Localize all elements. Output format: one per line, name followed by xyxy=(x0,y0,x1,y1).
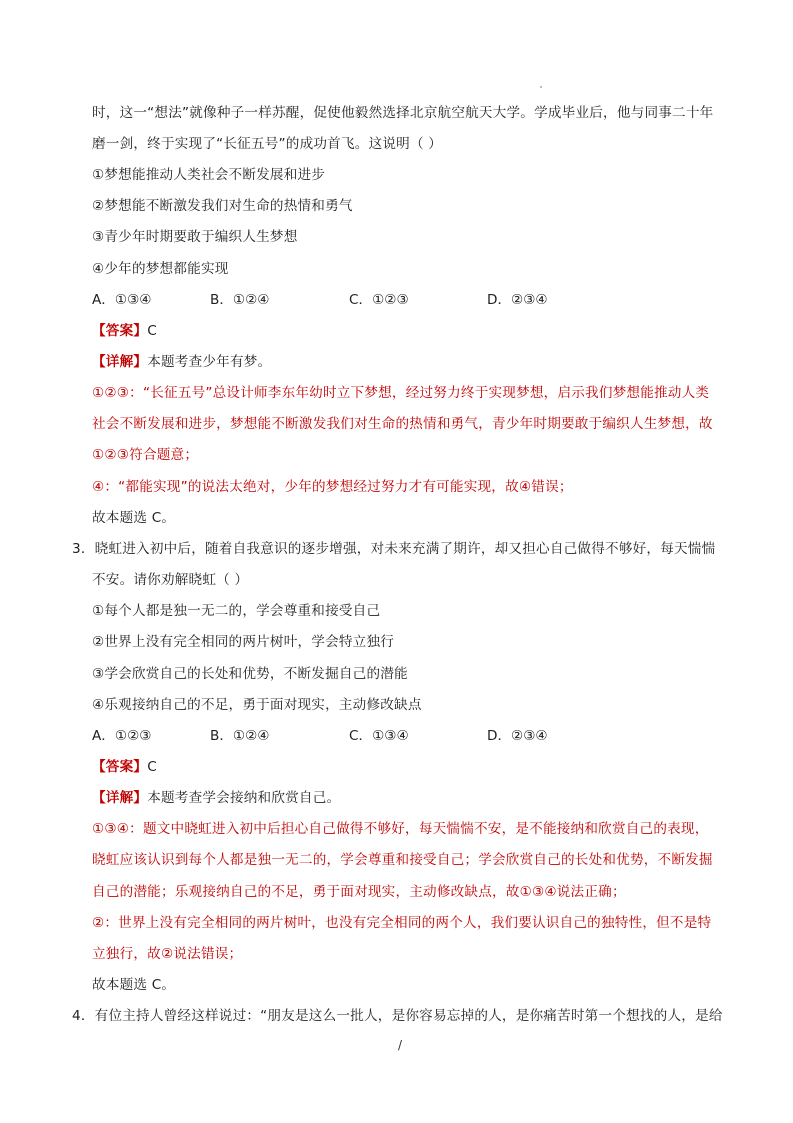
q3-item-2: ②世界上没有完全相同的两片树叶，学会特立独行 xyxy=(92,634,395,650)
q4-stem-line-1 xyxy=(72,1006,723,1026)
q3-item-3: ③学会欣赏自己的长处和优势，不断发掘自己的潜能 xyxy=(92,666,408,682)
q3-explanation-3: 自己的潜能；乐观接纳自己的不足，勇于面对现实，主动修改缺点，故①③④说法正确； xyxy=(92,884,626,900)
q2-stem-line-2: 磨一剑，终于实现了“长征五号”的成功首飞。这说明（ ） xyxy=(92,136,443,152)
q2-explanation-1: ①②③：“长征五号”总设计师李东年幼时立下梦想，经过努力终于实现梦想，启示我们梦想能推动人类 xyxy=(92,385,710,401)
q3-detail-label: 【详解】 xyxy=(92,790,148,806)
q3-answer-label: 【答案】 xyxy=(92,759,148,775)
q2-answer xyxy=(92,321,157,341)
q3-explanation-5: 立独行，故②说法错误； xyxy=(92,946,243,962)
q3-answer-value: C xyxy=(147,759,157,775)
q4-stem-text-1: 有位主持人曾经这样说过：“朋友是这么一批人，是你容易忘掉的人，是你痛苦时第一个想找的人，是给 xyxy=(94,1008,723,1024)
scan-speck xyxy=(540,86,542,88)
q3-answer xyxy=(92,757,157,777)
q2-option-c: C．①②③ xyxy=(349,292,409,308)
q3-option-a: A．①②③ xyxy=(92,728,152,744)
q3-stem-line-2: 不安。请你劝解晓虹（ ） xyxy=(92,572,249,588)
q2-detail-label: 【详解】 xyxy=(92,354,148,370)
q2-option-a: A．①③④ xyxy=(92,292,152,308)
q2-item-2: ②梦想能不断激发我们对生命的热情和勇气 xyxy=(92,198,353,214)
q2-detail-value: 本题考查少年有梦。 xyxy=(147,354,272,370)
q3-stem-line-1 xyxy=(72,539,715,559)
q3-detail xyxy=(92,788,340,808)
page-footer: / xyxy=(398,1038,403,1052)
q2-explanation-2: 社会不断发展和进步，梦想能不断激发我们对生命的热情和勇气，青少年时期要敢于编织人生梦想，故 xyxy=(92,416,713,432)
q3-option-c: C．①③④ xyxy=(349,728,409,744)
q2-stem-line-1: 时，这一“想法”就像种子一样苏醒，促使他毅然选择北京航空航天大学。学成毕业后，他与同事二十年 xyxy=(92,105,714,121)
q2-answer-value: C xyxy=(147,323,157,339)
q2-explanation-4: ④：“都能实现”的说法太绝对，少年的梦想经过努力才有可能实现，故④错误； xyxy=(92,479,573,495)
q2-conclusion: 故本题选 C。 xyxy=(92,510,176,526)
q3-stem-text-1: 晓虹进入初中后，随着自我意识的逐步增强，对未来充满了期许，却又担心自己做得不够好，每天惴惴 xyxy=(94,541,716,557)
q3-detail-value: 本题考查学会接纳和欣赏自己。 xyxy=(147,790,341,806)
q2-option-d: D．②③④ xyxy=(487,292,548,308)
q2-answer-label: 【答案】 xyxy=(92,323,148,339)
q3-item-4: ④乐观接纳自己的不足，勇于面对现实，主动修改缺点 xyxy=(92,697,422,713)
q4-number: 4． xyxy=(72,1008,95,1024)
q3-conclusion: 故本题选 C。 xyxy=(92,977,176,993)
q3-option-d: D．②③④ xyxy=(487,728,548,744)
q2-explanation-3: ①②③符合题意； xyxy=(92,447,199,463)
q2-item-3: ③青少年时期要敢于编织人生梦想 xyxy=(92,229,298,245)
q3-explanation-2: 晓虹应该认识到每个人都是独一无二的，学会尊重和接受自己；学会欣赏自己的长处和优势，不断发掘 xyxy=(92,852,713,868)
q3-number: 3． xyxy=(72,541,95,557)
q2-item-1: ①梦想能推动人类社会不断发展和进步 xyxy=(92,167,326,183)
q2-detail xyxy=(92,352,271,372)
q2-option-b: B．①②④ xyxy=(210,292,270,308)
q3-item-1: ①每个人都是独一无二的，学会尊重和接受自己 xyxy=(92,603,381,619)
q3-explanation-4: ②：世界上没有完全相同的两片树叶，也没有完全相同的两个人，我们要认识自己的独特性，但不是特 xyxy=(92,915,712,931)
q3-explanation-1: ①③④：题文中晓虹进入初中后担心自己做得不够好，每天惴惴不安，是不能接纳和欣赏自己的表现， xyxy=(92,821,709,837)
q2-item-4: ④少年的梦想都能实现 xyxy=(92,261,229,277)
q3-option-b: B．①②④ xyxy=(210,728,270,744)
